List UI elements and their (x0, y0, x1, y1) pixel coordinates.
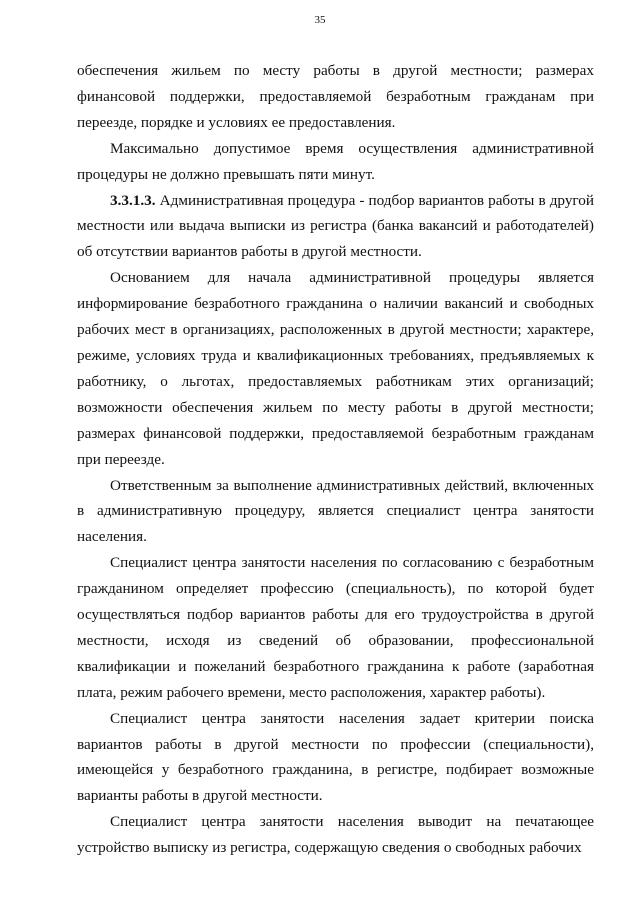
paragraph-7: Специалист центра занятости населения задает критерии поиска вариантов работы в другой местности по профессии (специальности), имеющейся у безработного гражданина, в регистре, подбирает возможные варианты работы в другой местности. (77, 709, 594, 805)
paragraph-1: обеспечения жильем по месту работы в другой местности; размерах финансовой поддержки, предоставляемой безработным гражданам при переезде, порядке и условиях ее предоставления. (77, 62, 594, 131)
paragraph-4: Основанием для начала административной процедуры является информирование безработного гражданина о наличии вакансий и свободных рабочих мест в организациях, расположенных в другой местности; характере, режиме, условиях труда и квалификационных требованиях, предъявляемых к работнику, о льготах, предоставляемых работникам этих организаций; возможности обеспечения жильем по месту работы в другой местности; размерах финансовой поддержки, предоставляемой безработным гражданам при переезде. (77, 269, 594, 468)
section-title-text: Административная процедура - подбор вариантов работы в другой местности или выдача выписки из регистра (банка вакансий и работодателей) об отсутствии вариантов работы в другой местности. (77, 191, 594, 261)
paragraph-6: Специалист центра занятости населения по согласованию с безработным гражданином определяет профессию (специальность), по которой будет осуществляться подбор вариантов работы для его трудоустройства в другой местности, исходя из сведений об образовании, профессиональной квалификации и пожеланий безработного гражданина к работе (заработная плата, режим рабочего времени, место расположения, характер работы). (77, 554, 594, 701)
paragraph-3 (77, 188, 594, 266)
page-number: 35 (314, 14, 326, 26)
paragraph-5: Ответственным за выполнение административных действий, включенных в административную процедуру, является специалист центра занятости населения. (77, 476, 594, 546)
section-number: 3.3.1.3. (110, 191, 156, 209)
document-body (77, 58, 594, 861)
paragraph-8: Специалист центра занятости населения выводит на печатающее устройство выписку из регистра, содержащую сведения о свободных рабочих (77, 813, 594, 857)
paragraph-2: Максимально допустимое время осуществления административной процедуры не должно превышать пяти минут. (77, 139, 594, 183)
